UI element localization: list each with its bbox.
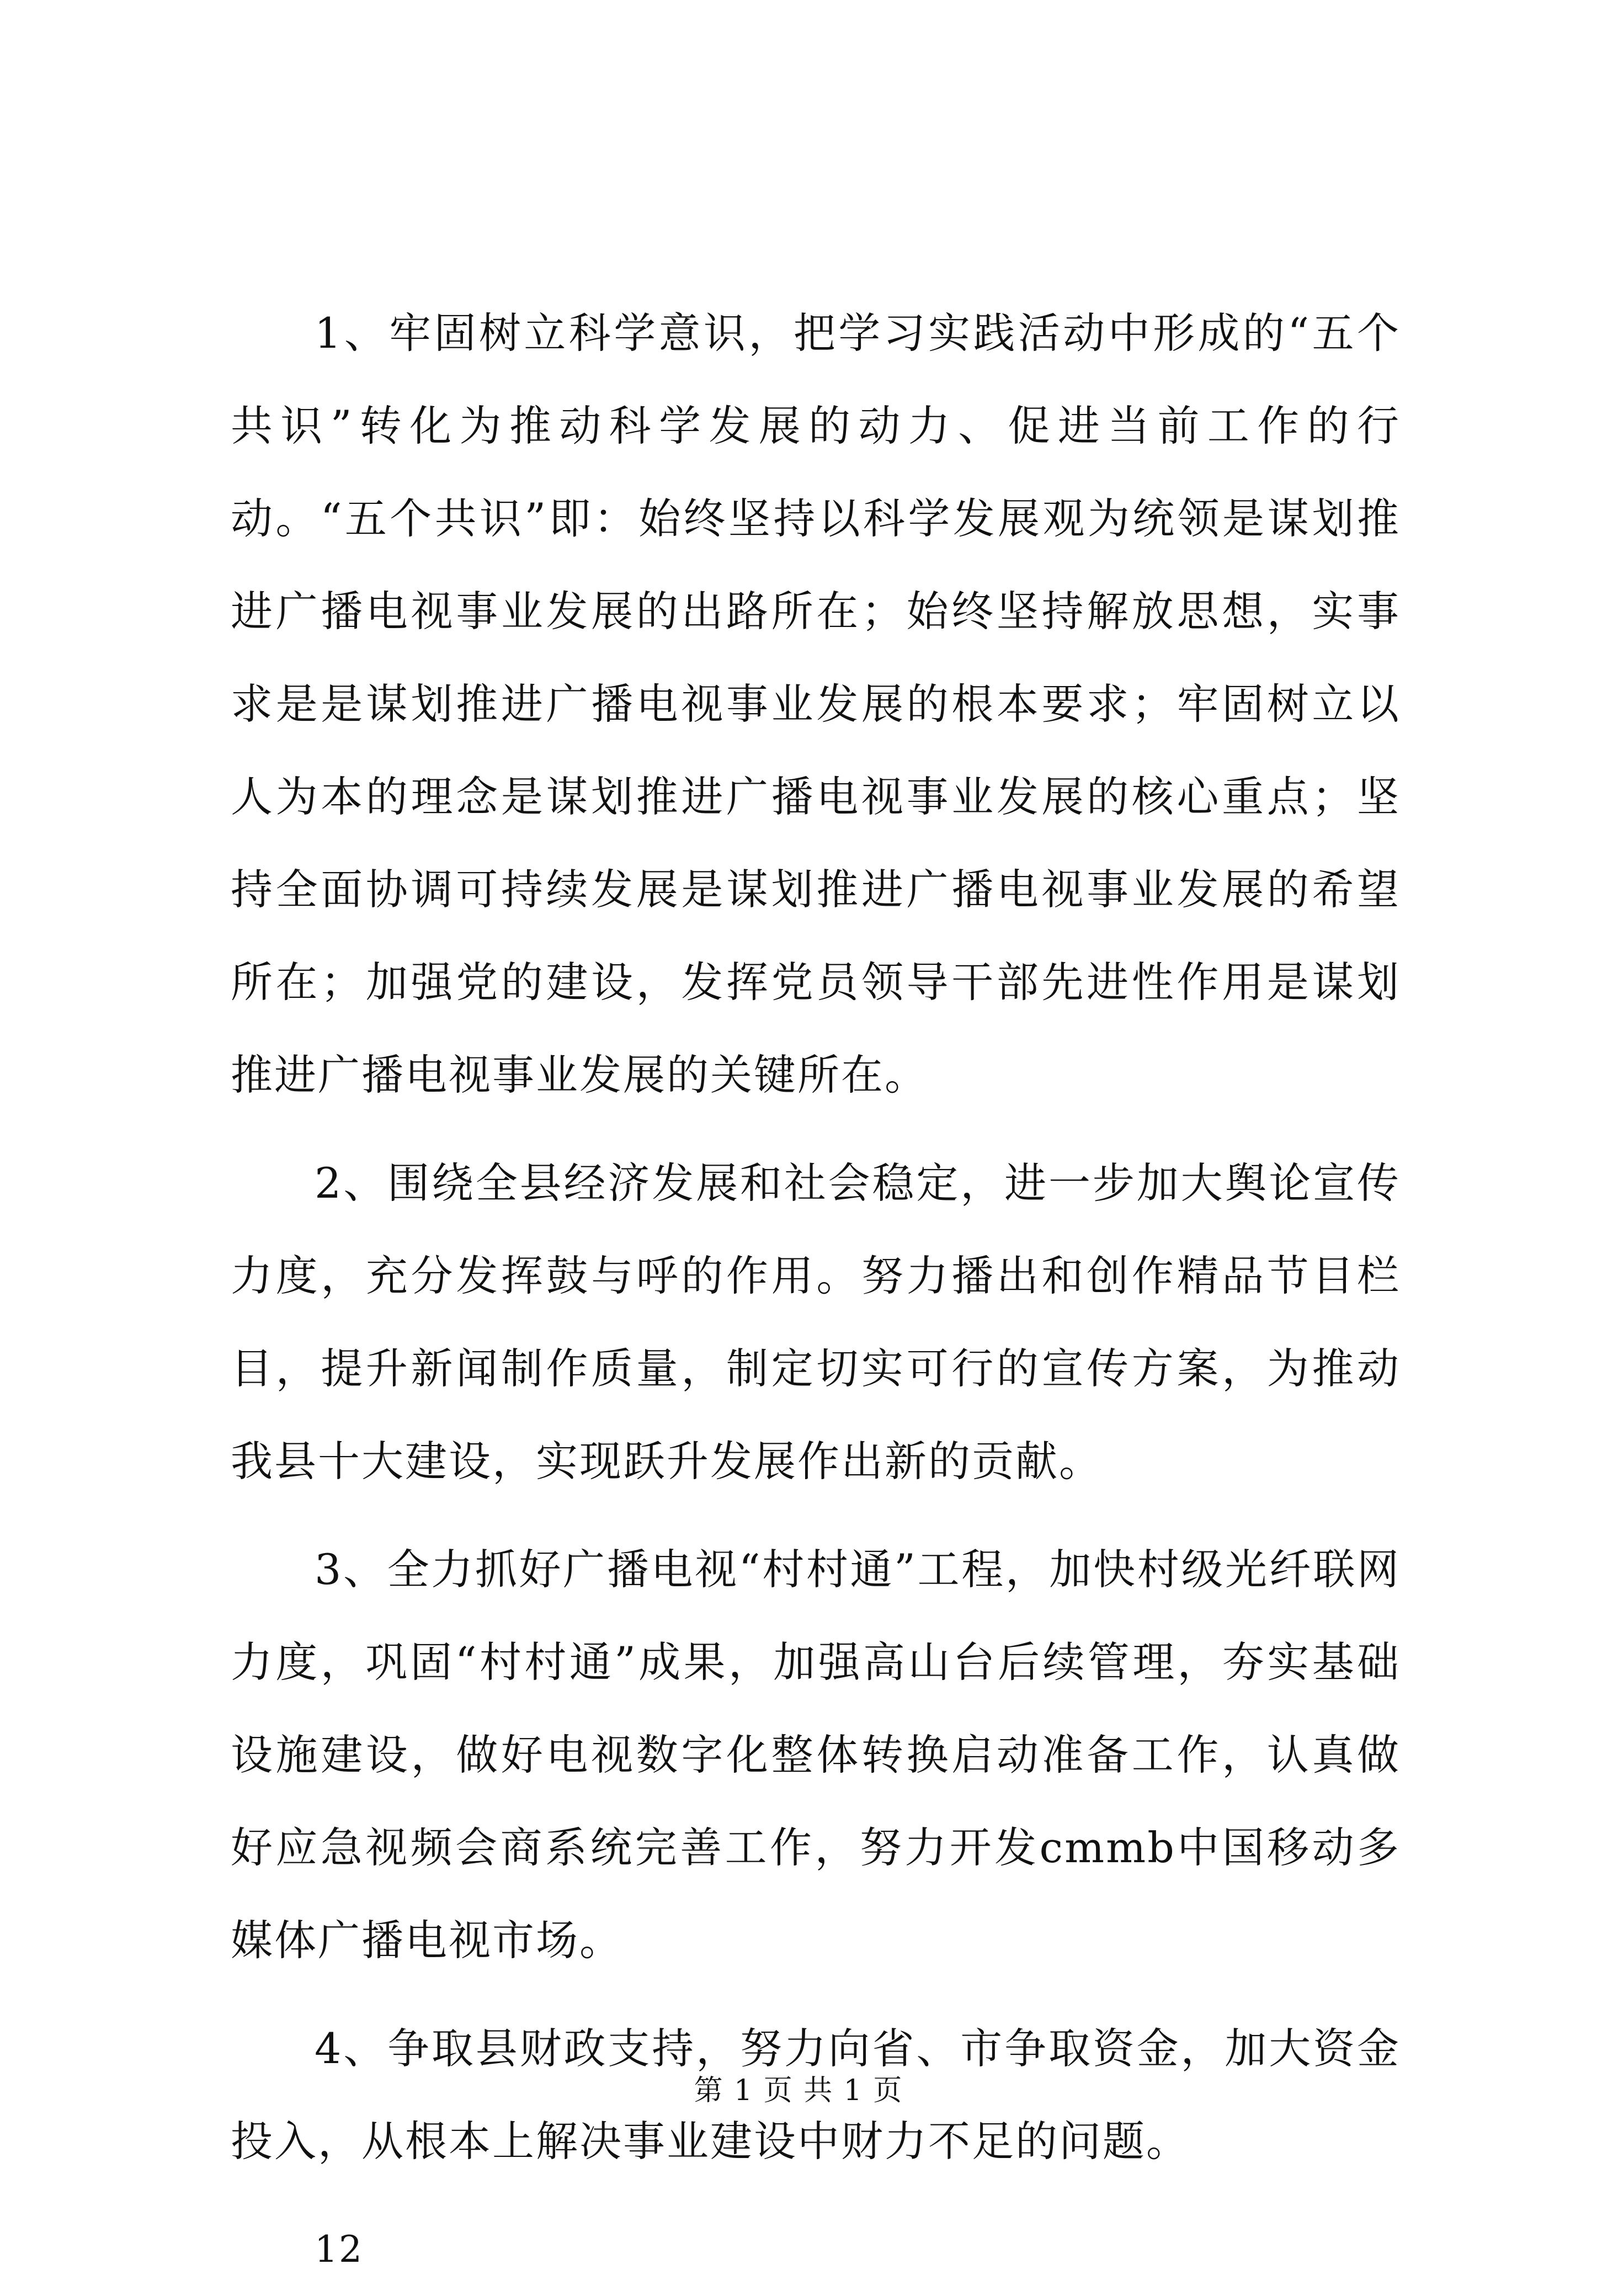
paragraph-4: 4、争取县财政支持，努力向省、市争取资金，加大资金投入，从根本上解决事业建设中财力不足的问题。 xyxy=(231,2024,1401,2166)
paragraph-1: 1、牢固树立科学意识，把学习实践活动中形成的“五个共识”转化为推动科学发展的动力、促进当前工作的行动。“五个共识”即：始终坚持以科学发展观为统领是谋划推进广播电视事业发展的出路所在；始终坚持解放思想，实事求是是谋划推进广播电视事业发展的根本要求；牢固树立以人为本的理念是谋划推进广播电视事业发展的核心重点；坚持全面协调可持续发展是谋划推进广播电视事业发展的希望所在；加强党的建设，发挥党员领导干部先进性作用是谋划推进广播电视事业发展的关键所在。 xyxy=(231,309,1401,1099)
page-footer: 第 1 页 共 1 页 xyxy=(694,2074,903,2107)
paragraph-3: 3、全力抓好广播电视“村村通”工程，加快村级光纤联网力度，巩固“村村通”成果，加强高山台后续管理，夯实基础设施建设，做好电视数字化整体转换启动准备工作，认真做好应急视频会商系统完善工作，努力开发cmmb中国移动多媒体广播电视市场。 xyxy=(231,1545,1401,1965)
paragraph-2: 2、围绕全县经济发展和社会稳定，进一步加大舆论宣传力度，充分发挥鼓与呼的作用。努力播出和创作精品节目栏目，提升新闻制作质量，制定切实可行的宣传方案，为推动我县十大建设，实现跃升发展作出新的贡献。 xyxy=(231,1158,1401,1486)
document-body xyxy=(231,287,1401,2296)
trailing-number: 12 xyxy=(315,2228,363,2271)
